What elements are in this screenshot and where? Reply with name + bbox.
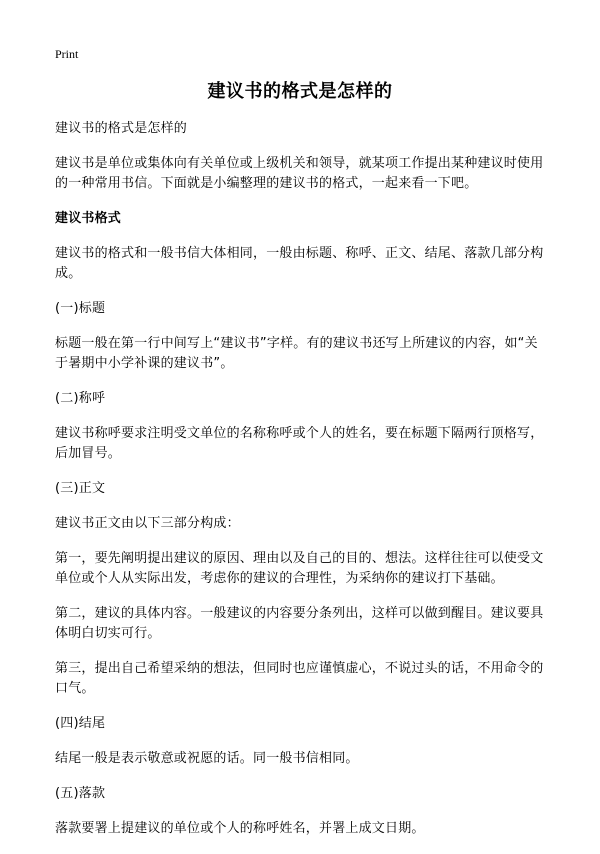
intro-title-line: 建议书的格式是怎样的 <box>55 121 188 136</box>
body-intro-paragraph: 建议书正文由以下三部分构成： <box>55 516 240 531</box>
title-paragraph: 标题一般在第一行中间写上“建议书”字样。有的建议书还写上所建议的内容，如“关于暑期中小学补课的建议书”。 <box>55 336 538 371</box>
document-title: 建议书的格式是怎样的 <box>207 81 393 102</box>
subheading-closing: (四)结尾 <box>55 716 106 731</box>
body-point-one: 第一，要先阐明提出建议的原因、理由以及自己的目的、想法。这样往往可以使受文单位或个人从实际出发，考虑你的建议的合理性，为采纳你的建议打下基础。 <box>55 551 544 586</box>
signature-paragraph: 落款要署上提建议的单位或个人的称呼姓名，并署上成文日期。 <box>55 821 425 836</box>
print-label: Print <box>55 47 79 61</box>
subheading-body: (三)正文 <box>55 481 106 496</box>
body-point-two: 第二，建议的具体内容。一般建议的内容要分条列出，这样可以做到醒目。建议要具体明白切实可行。 <box>55 606 544 641</box>
salutation-paragraph: 建议书称呼要求注明受文单位的名称称呼或个人的姓名，要在标题下隔两行顶格写，后加冒号。 <box>55 426 544 461</box>
intro-paragraph: 建议书是单位或集体向有关单位或上级机关和领导，就某项工作提出某种建议时使用的一种常用书信。下面就是小编整理的建议书的格式，一起来看一下吧。 <box>55 156 544 191</box>
format-overview-paragraph: 建议书的格式和一般书信大体相同，一般由标题、称呼、正文、结尾、落款几部分构成。 <box>55 246 544 281</box>
subheading-salutation: (二)称呼 <box>55 391 106 406</box>
subheading-title: (一)标题 <box>55 301 106 316</box>
section-heading: 建议书格式 <box>55 211 122 226</box>
body-point-three: 第三，提出自己希望采纳的想法，但同时也应谨慎虚心，不说过头的话，不用命令的口气。 <box>55 661 544 696</box>
document-body <box>55 119 550 854</box>
closing-paragraph: 结尾一般是表示敬意或祝愿的话。同一般书信相同。 <box>55 751 359 766</box>
subheading-signature: (五)落款 <box>55 786 106 801</box>
